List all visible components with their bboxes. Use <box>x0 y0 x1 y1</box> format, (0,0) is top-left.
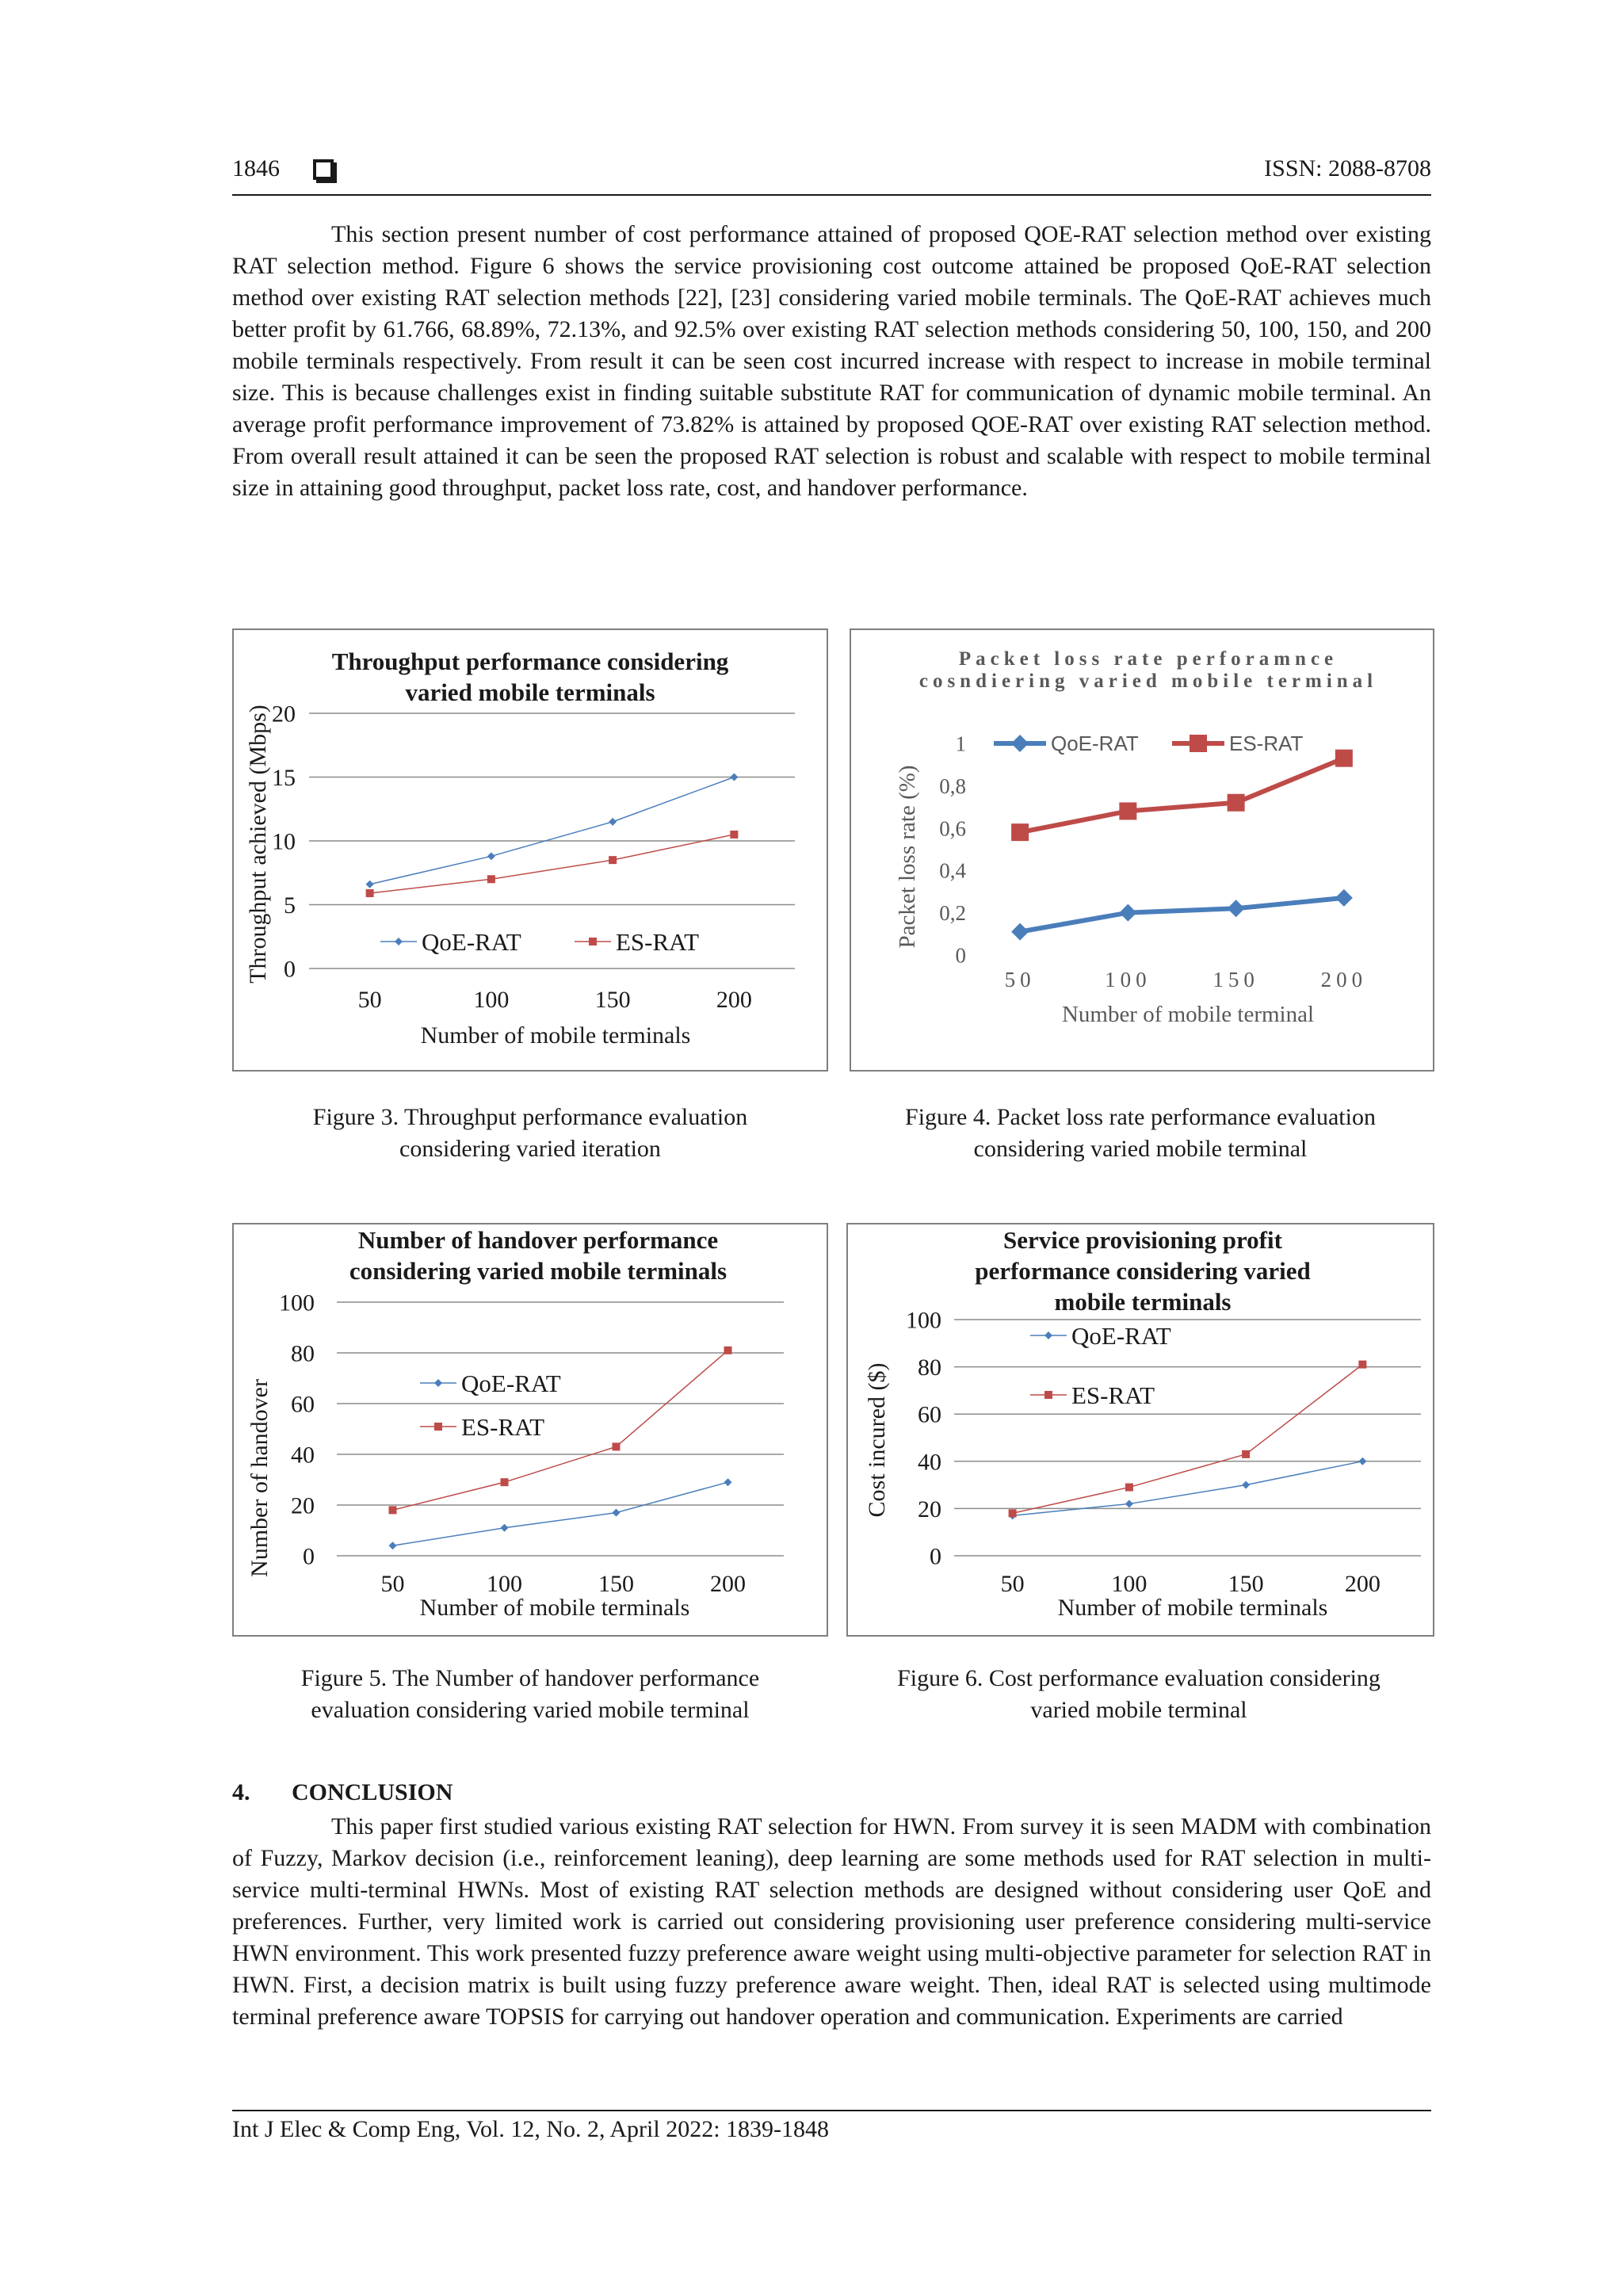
y-tick-label: 80 <box>291 1340 315 1367</box>
y-tick-label: 0 <box>284 956 296 983</box>
x-axis-label: Number of mobile terminal <box>1061 1002 1315 1027</box>
y-tick-label: 60 <box>291 1391 315 1418</box>
x-tick-label: 50 <box>1004 968 1036 991</box>
x-tick-label: 50 <box>357 987 382 1013</box>
y-axis-label: Packet loss rate (%) <box>895 765 920 949</box>
data-point-qoe-rat <box>609 818 617 826</box>
series-line-qoe-rat <box>370 777 735 884</box>
intro-paragraph <box>232 219 1431 504</box>
issn-label: ISSN: 2088-8708 <box>1264 155 1431 181</box>
x-axis-label: Number of mobile terminals <box>420 1022 691 1049</box>
figure-4-chart <box>851 630 1433 1070</box>
y-tick-label: 0,2 <box>939 901 966 926</box>
y-tick-label: 20 <box>291 1492 315 1519</box>
figure-5-caption <box>232 1663 828 1726</box>
data-point-qoe-rat <box>1011 923 1029 941</box>
data-point-es-rat <box>366 889 374 897</box>
legend-label: ES-RAT <box>1229 732 1304 756</box>
legend-label: ES-RAT <box>461 1412 545 1441</box>
conclusion-number: 4. <box>232 1779 250 1805</box>
data-point-es-rat <box>1011 823 1029 841</box>
y-tick-label: 0 <box>955 943 966 968</box>
figure-3-caption <box>232 1102 828 1165</box>
chart-title-line: Packet loss rate perforamnce <box>958 648 1338 670</box>
y-tick-label: 15 <box>272 765 296 791</box>
y-axis-label: Number of handover <box>246 1379 273 1577</box>
figure-6-caption-line-1: Figure 6. Cost performance evaluation considering <box>897 1665 1381 1691</box>
x-tick-label: 100 <box>1111 1571 1148 1597</box>
figure-3-chart <box>234 630 827 1070</box>
y-tick-label: 0,4 <box>939 858 966 883</box>
data-point-es-rat <box>1009 1509 1017 1517</box>
figure-3-caption-line-2: considering varied iteration <box>399 1136 661 1162</box>
data-point-es-rat <box>1125 1484 1133 1492</box>
footer-divider <box>232 2110 1431 2111</box>
header-divider <box>232 194 1431 196</box>
data-point-es-rat <box>1335 750 1353 767</box>
chart-title-line: mobile terminals <box>1054 1288 1232 1316</box>
legend-label: ES-RAT <box>616 927 700 956</box>
data-point-qoe-rat <box>730 774 738 781</box>
legend-marker <box>1044 1331 1052 1339</box>
chart-title-line: Number of handover performance <box>357 1226 719 1254</box>
y-axis-label: Cost incured ($) <box>864 1362 890 1518</box>
data-point-qoe-rat <box>1242 1481 1250 1489</box>
conclusion-heading <box>232 1779 453 1806</box>
figure-6-chart <box>848 1224 1433 1635</box>
y-tick-label: 80 <box>918 1354 941 1381</box>
series-line-es-rat <box>1013 1365 1363 1514</box>
chart-title-line: Throughput performance considering <box>331 648 729 675</box>
page-number: 1846 <box>232 155 280 181</box>
y-tick-label: 0 <box>930 1543 941 1570</box>
data-point-qoe-rat <box>1125 1499 1133 1507</box>
data-point-qoe-rat <box>1358 1457 1366 1465</box>
y-tick-label: 5 <box>284 892 296 919</box>
figure-5-frame <box>232 1223 828 1637</box>
legend-marker <box>589 938 597 946</box>
data-point-qoe-rat <box>1119 904 1136 922</box>
figure-5-chart <box>234 1224 827 1635</box>
y-tick-label: 40 <box>918 1449 941 1476</box>
y-tick-label: 10 <box>272 828 296 855</box>
chart-title-line: varied mobile terminals <box>405 678 655 706</box>
figure-6-caption-line-2: varied mobile terminal <box>1030 1697 1247 1723</box>
figure-5-caption-line-2: evaluation considering varied mobile terminal <box>311 1697 750 1723</box>
journal-footer: Int J Elec & Comp Eng, Vol. 12, No. 2, April 2022: 1839-1848 <box>232 2116 830 2142</box>
data-point-qoe-rat <box>389 1541 397 1549</box>
figure-5-caption-line-1: Figure 5. The Number of handover performance <box>300 1665 760 1691</box>
data-point-qoe-rat <box>366 881 374 888</box>
data-point-qoe-rat <box>1335 889 1353 907</box>
figure-3-frame <box>232 628 828 1072</box>
x-tick-label: 50 <box>1000 1571 1025 1597</box>
conclusion-paragraph-text: This paper first studied various existing RAT selection for HWN. From survey it is seen MADM with combination of Fuzzy, Markov decision (i.e., reinforcement leaning), deep learning are some methods used for RAT selection in multi-service multi-terminal HWNs. Most of existing RAT selection methods are designed without considering user QoE and preferences. Further, very limited work is carried out considering provisioning user preference considering multi-service HWN environment. This work presented fuzzy preference aware weight using multi-objective parameter for selection RAT in HWN. First, a decision matrix is built using fuzzy preference aware weight. Then, ideal RAT is selected using multimode terminal preference aware TOPSIS for carrying out handover operation and communication. Experiments are carried <box>232 1813 1431 2030</box>
series-line-es-rat <box>1020 758 1344 832</box>
figure-4-frame <box>850 628 1434 1072</box>
data-point-es-rat <box>1358 1361 1366 1369</box>
series-line-qoe-rat <box>1013 1461 1363 1516</box>
data-point-es-rat <box>501 1478 509 1486</box>
legend-marker <box>395 938 403 946</box>
x-tick-label: 150 <box>1228 1571 1264 1597</box>
square-bullet-icon <box>313 159 334 180</box>
y-tick-label: 0 <box>303 1543 315 1570</box>
figure-4-caption-line-2: considering varied mobile terminal <box>973 1136 1308 1162</box>
chart-title-line: Service provisioning profit <box>1003 1226 1282 1254</box>
x-tick-label: 150 <box>594 987 631 1013</box>
page-header-left <box>232 155 334 182</box>
data-point-es-rat <box>1119 802 1136 819</box>
x-tick-label: 200 <box>710 1571 746 1597</box>
intro-paragraph-text: This section present number of cost performance attained of proposed QOE-RAT selection method over existing RAT selection method. Figure 6 shows the service provisioning cost outcome attained be proposed QoE-RAT selection method over existing RAT selection methods [22], [23] considering varied mobile terminals. The QoE-RAT achieves much better profit by 61.766, 68.89%, 72.13%, and 92.5% over existing RAT selection methods considering 50, 100, 150, and 200 mobile terminals respectively. From result it can be seen cost incurred increase with respect to increase in mobile terminal size. This is because challenges exist in finding suitable substitute RAT for communication of dynamic mobile terminal. An average profit performance improvement of 73.82% is attained by proposed QOE-RAT over existing RAT selection method. From overall result attained it can be seen the proposed RAT selection is robust and scalable with respect to mobile terminal size in attaining good throughput, packet loss rate, cost, and handover performance. <box>232 221 1431 501</box>
legend-label: QoE-RAT <box>1071 1321 1171 1350</box>
chart-title-line: considering varied mobile terminals <box>349 1257 727 1285</box>
legend-marker <box>434 1423 442 1431</box>
x-tick-label: 200 <box>1344 1571 1381 1597</box>
legend-label: QoE-RAT <box>1051 732 1139 756</box>
series-line-qoe-rat <box>1020 898 1344 932</box>
x-tick-label: 150 <box>598 1571 634 1597</box>
figure-4-caption <box>850 1102 1431 1165</box>
data-point-es-rat <box>487 875 495 883</box>
legend-label: QoE-RAT <box>422 927 521 956</box>
data-point-qoe-rat <box>487 852 495 860</box>
legend-label: ES-RAT <box>1071 1381 1155 1409</box>
legend-marker <box>434 1379 442 1387</box>
figure-3-caption-line-1: Figure 3. Throughput performance evaluation <box>312 1104 748 1130</box>
conclusion-title: CONCLUSION <box>292 1779 453 1805</box>
figure-6-caption <box>846 1663 1431 1726</box>
y-tick-label: 60 <box>918 1401 941 1428</box>
data-point-es-rat <box>613 1442 621 1450</box>
y-tick-label: 0,8 <box>939 774 966 798</box>
legend-label: QoE-RAT <box>461 1369 561 1397</box>
series-line-es-rat <box>370 835 735 893</box>
x-tick-label: 50 <box>380 1571 405 1597</box>
x-tick-label: 100 <box>473 987 510 1013</box>
x-tick-label: 150 <box>1212 968 1259 991</box>
x-axis-label: Number of mobile terminals <box>419 1595 690 1621</box>
y-tick-label: 1 <box>955 732 966 756</box>
data-point-es-rat <box>1228 794 1245 812</box>
y-tick-label: 100 <box>906 1307 941 1334</box>
data-point-es-rat <box>730 831 738 839</box>
legend-marker <box>1190 735 1207 752</box>
data-point-qoe-rat <box>1228 900 1245 917</box>
data-point-es-rat <box>724 1347 732 1354</box>
data-point-qoe-rat <box>724 1478 732 1486</box>
y-axis-label: Throughput achieved (Mbps) <box>245 705 271 984</box>
y-tick-label: 20 <box>272 701 296 728</box>
y-tick-label: 0,6 <box>939 816 966 841</box>
data-point-qoe-rat <box>501 1524 509 1532</box>
data-point-es-rat <box>609 856 617 864</box>
figure-6-frame <box>846 1223 1434 1637</box>
chart-title-line: cosndiering varied mobile terminal <box>918 670 1378 692</box>
y-tick-label: 40 <box>291 1442 315 1469</box>
series-line-qoe-rat <box>393 1482 728 1545</box>
x-tick-label: 100 <box>487 1571 522 1597</box>
x-tick-label: 100 <box>1105 968 1151 991</box>
legend-marker <box>1011 735 1029 752</box>
x-axis-label: Number of mobile terminals <box>1057 1595 1328 1621</box>
figure-4-caption-line-1: Figure 4. Packet loss rate performance evaluation <box>905 1104 1376 1130</box>
data-point-qoe-rat <box>613 1509 621 1517</box>
data-point-es-rat <box>389 1506 397 1514</box>
data-point-es-rat <box>1242 1450 1250 1458</box>
y-tick-label: 20 <box>918 1496 941 1522</box>
x-tick-label: 200 <box>716 987 752 1013</box>
conclusion-paragraph <box>232 1811 1431 2033</box>
y-tick-label: 100 <box>279 1289 315 1316</box>
x-tick-label: 200 <box>1320 968 1368 991</box>
legend-marker <box>1044 1391 1052 1399</box>
chart-title-line: performance considering varied <box>975 1257 1311 1285</box>
